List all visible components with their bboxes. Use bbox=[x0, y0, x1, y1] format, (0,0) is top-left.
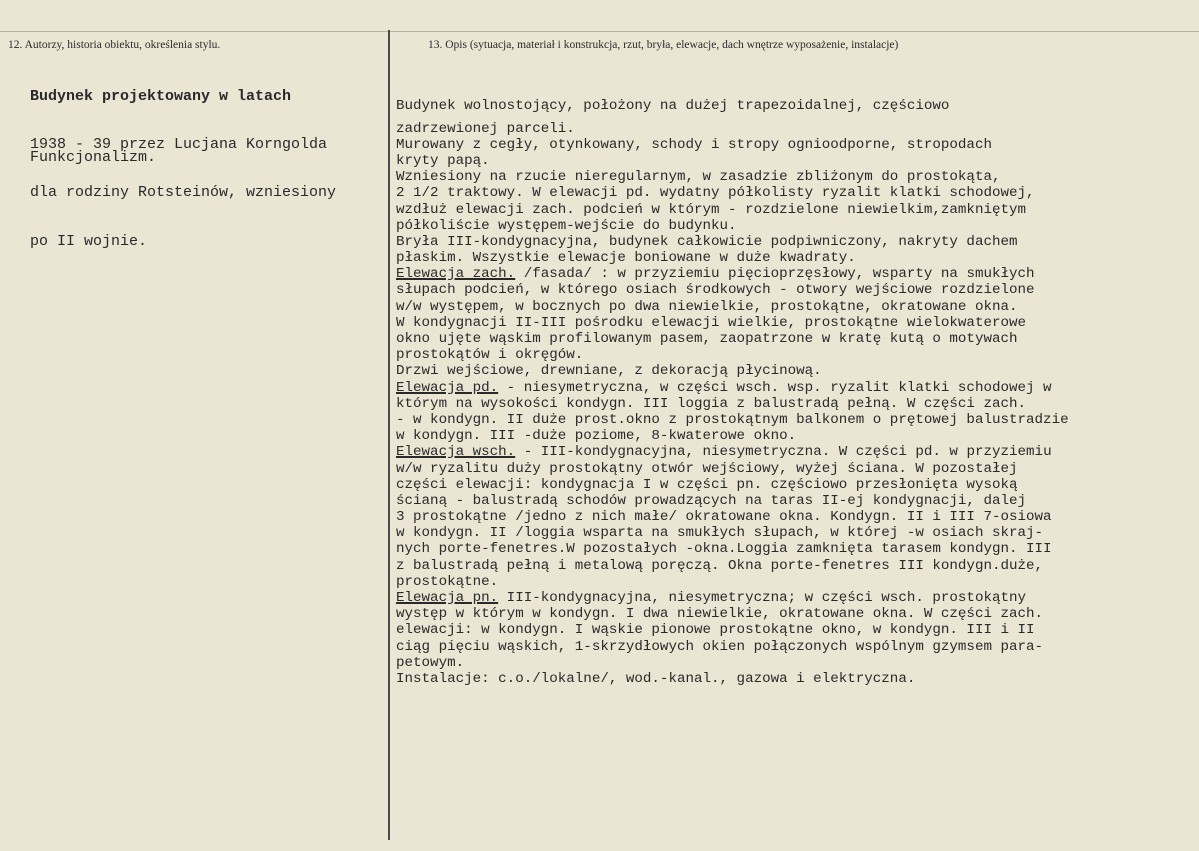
description-line: Elewacja zach. /fasada/ : w przyziemiu pięcioprzęsłowy, wsparty na smukłych bbox=[396, 266, 1035, 283]
top-rule bbox=[0, 31, 1199, 32]
right-column-header: 13. Opis (sytuacja, materiał i konstrukcja, rzut, bryła, elewacje, dach wnętrze wyposażenie, instalacje) bbox=[428, 39, 899, 51]
description-line: Elewacja pn. III-kondygnacyjna, niesymetryczna; w części wsch. prostokątny bbox=[396, 590, 1027, 607]
description-line: 3 prostokątne /jedno z nich małe/ okratowane okna. Kondygn. II i III 7-osiowa bbox=[396, 509, 1052, 526]
style-text: Funkcjonalizm. bbox=[30, 149, 157, 166]
description-line: Instalacje: c.o./lokalne/, wod.-kanal., gazowa i elektryczna. bbox=[396, 670, 916, 687]
description-line: Drzwi wejściowe, drewniane, z dekoracją płycinową. bbox=[396, 363, 822, 380]
authors-history-text bbox=[30, 57, 336, 282]
section-heading: Elewacja zach. bbox=[396, 266, 516, 283]
description-line: półkoliście występem-wejście do budynku. bbox=[396, 217, 737, 234]
description-line: występ w którym w kondygn. I dwa niewielkie, okratowane okna. W części zach. bbox=[396, 606, 1044, 623]
description-line: z balustradą pełną i metalową poręczą. Okna porte-fenetres III kondygn.duże, bbox=[396, 557, 1044, 574]
description-line: kryty papą. bbox=[396, 152, 490, 169]
description-line: elewacji: w kondygn. I wąskie pionowe prostokątne okno, w kondygn. III i II bbox=[396, 622, 1035, 639]
description-line: Murowany z cegły, otynkowany, schody i stropy ognioodporne, stropodach bbox=[396, 136, 992, 153]
description-line: okno ujęte wąskim profilowanym pasem, zaopatrzone w kratę kutą o motywach bbox=[396, 331, 1018, 348]
description-line: którym na wysokości kondygn. III loggia z balustradą pełną. W części zach. bbox=[396, 395, 1027, 412]
description-line: nych porte-fenetres.W pozostałych -okna.Loggia zamknięta tarasem kondygn. III bbox=[396, 541, 1052, 558]
description-line: w/w ryzalitu duży prostokątny otwór wejściowy, wyżej ściana. W pozostałej bbox=[396, 460, 1018, 477]
description-line: Elewacja wsch. - III-kondygnacyjna, niesymetryczna. W części pd. w przyziemiu bbox=[396, 444, 1052, 461]
description-line: Budynek wolnostojący, położony na dużej trapezoidalnej, częściowo bbox=[396, 98, 950, 115]
description-line: petowym. bbox=[396, 654, 465, 671]
left-line: dla rodziny Rotsteinów, wzniesiony bbox=[30, 184, 337, 202]
left-column-header: 12. Autorzy, historia obiektu, określenia stylu. bbox=[8, 39, 221, 51]
description-line: prostokątne. bbox=[396, 573, 499, 590]
description-line: prostokątów i okręgów. bbox=[396, 347, 584, 364]
column-divider bbox=[388, 30, 390, 840]
description-text bbox=[396, 66, 1069, 687]
description-line: w kondygn. II /loggia wsparta na smukłych słupach, w której -w osiach skraj- bbox=[396, 525, 1044, 542]
left-line: Budynek projektowany w latach bbox=[30, 88, 292, 105]
description-line: - w kondygn. II duże prost.okno z prostokątnym balkonem o prętowej balustradzie bbox=[396, 411, 1069, 428]
description-line: wzdłuż elewacji zach. podcień w którym - rozdzielone niewielkim,zamkniętym bbox=[396, 201, 1027, 218]
description-line: słupach podcień, w którego osiach środkowych - otwory wejściowe rozdzielone bbox=[396, 282, 1035, 299]
left-line: po II wojnie. bbox=[30, 232, 148, 250]
section-heading: Elewacja pn. bbox=[396, 590, 499, 607]
description-line: płaskim. Wszystkie elewacje boniowane w duże kwadraty. bbox=[396, 250, 856, 267]
description-line: ścianą - balustradą schodów prowadzących na taras II-ej kondygnacji, dalej bbox=[396, 492, 1027, 509]
description-line: w/w występem, w bocznych po dwa niewielkie, prostokątne, okratowane okna. bbox=[396, 298, 1018, 315]
description-line: 2 1/2 traktowy. W elewacji pd. wydatny półkolisty ryzalit klatki schodowej, bbox=[396, 185, 1035, 202]
description-line: części elewacji: kondygnacja I w części pn. częściowo przesłonięta wysoką bbox=[396, 476, 1018, 493]
description-line: Bryła III-kondygnacyjna, budynek całkowicie podpiwniczony, nakryty dachem bbox=[396, 233, 1018, 250]
description-line: W kondygnacji II-III pośrodku elewacji wielkie, prostokątne wielokwaterowe bbox=[396, 314, 1027, 331]
description-line: w kondygn. III -duże poziome, 8-kwaterowe okno. bbox=[396, 428, 797, 445]
description-line: Elewacja pd. - niesymetryczna, w części wsch. wsp. ryzalit klatki schodowej w bbox=[396, 379, 1052, 396]
description-line: zadrzewionej parceli. bbox=[396, 120, 575, 137]
description-line: Wzniesiony na rzucie nieregularnym, w zasadzie zbliżonym do prostokąta, bbox=[396, 169, 1001, 186]
left-line: 1938 - 39 przez Lucjana Korngolda bbox=[30, 136, 328, 154]
description-line: ciąg pięciu wąskich, 1-skrzydłowych okien połączonych wspólnym gzymsem para- bbox=[396, 638, 1044, 655]
section-heading: Elewacja pd. bbox=[396, 379, 499, 396]
section-heading: Elewacja wsch. bbox=[396, 444, 516, 461]
